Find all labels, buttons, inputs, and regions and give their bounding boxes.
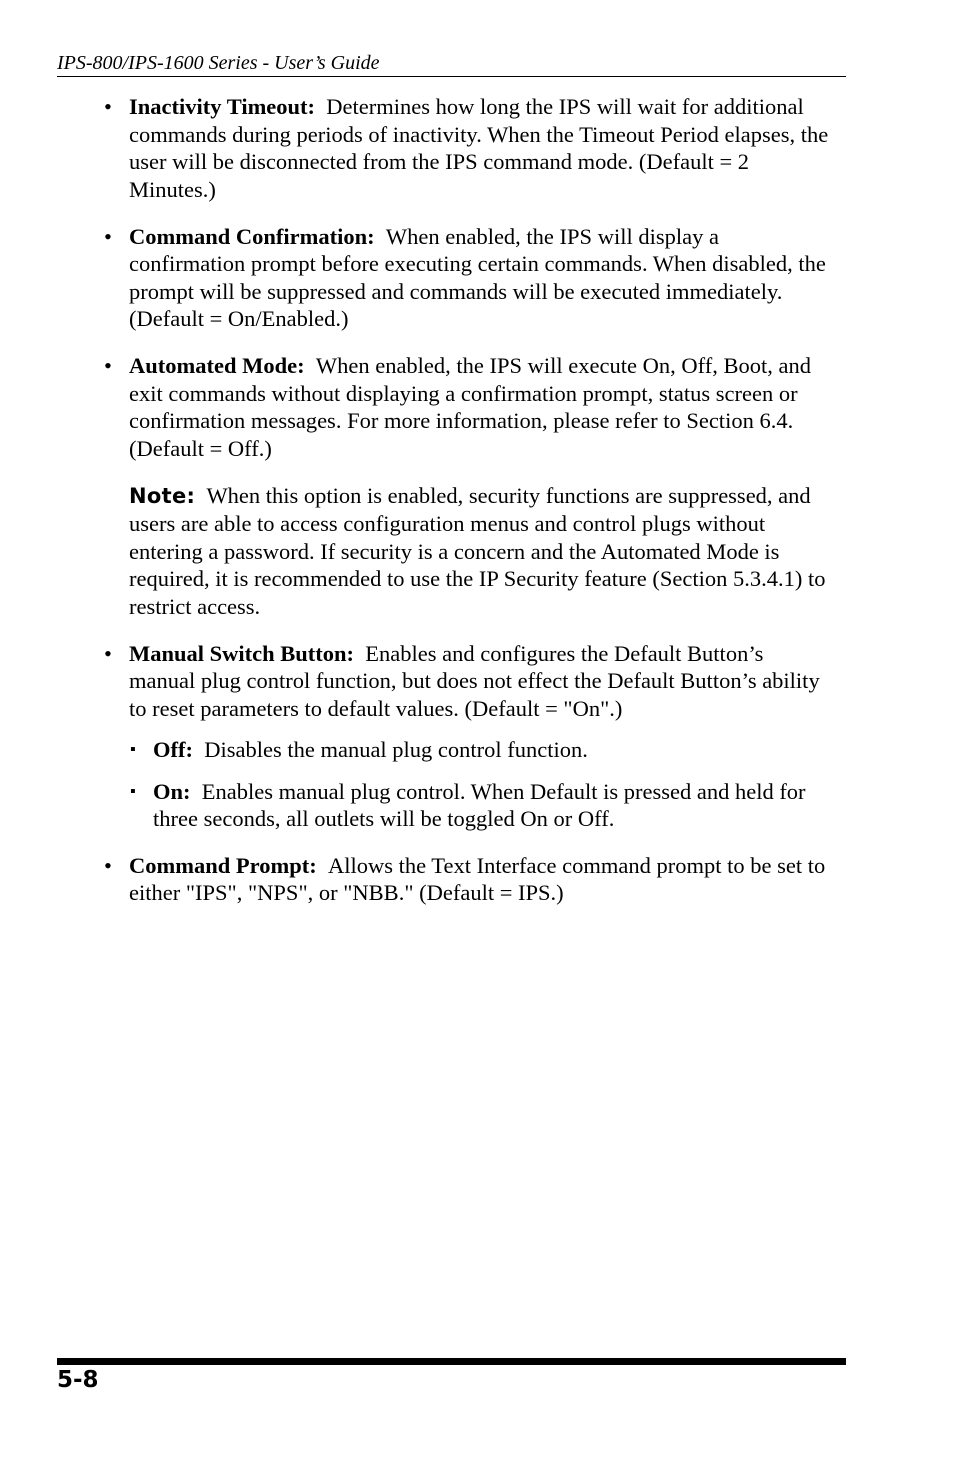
- note-colon: :: [186, 483, 196, 508]
- list-item-automated-mode: [0, 352, 834, 462]
- list-item-command-prompt: [0, 852, 834, 907]
- sub-item-on: [0, 778, 833, 833]
- item-label: Command Prompt:: [129, 852, 317, 878]
- item-text: Allows the Text Interface command prompt to be set to either "IPS", "NPS", or "NBB." (Default = IPS.): [129, 852, 826, 905]
- sub-item-off: [0, 736, 833, 764]
- page-body: [0, 93, 954, 907]
- bullet-icon: •: [104, 223, 112, 249]
- running-header: IPS-800/IPS-1600 Series - User’s Guide: [57, 52, 380, 74]
- item-text: Determines how long the IPS will wait for additional commands during periods of inactivity. When the Timeout Period elapses, the user will be disconnected from the IPS command mode. (Default = 2 Minutes.): [129, 94, 829, 202]
- note-text: When this option is enabled, security functions are suppressed, and users are able to access configuration menus and control plugs without entering a password. If security is a concern and the Automated Mode is required, it is recommended to use the IP Security feature (Section 5.3.4.1) to restrict access.: [129, 482, 826, 619]
- bullet-icon: •: [104, 353, 112, 378]
- item-label: Command Confirmation:: [129, 223, 375, 249]
- item-text: Enables and configures the Default Button’s manual plug control function, but does not effect the Default Button’s ability to reset parameters to default values. (Default = "On".): [129, 640, 820, 721]
- square-bullet-icon: ▪: [130, 741, 136, 758]
- note-block: [0, 482, 834, 621]
- list-item-command-confirmation: [0, 223, 834, 333]
- item-text: When enabled, the IPS will display a confirmation prompt before executing certain commands. When disabled, the prompt will be suppressed and commands will be executed immediately. (Default = On/Enabled.): [129, 223, 826, 331]
- sub-item-text: Enables manual plug control. When Default is pressed and held for three seconds, all outlets will be toggled On or Off.: [153, 778, 806, 831]
- bullet-icon: •: [104, 852, 112, 878]
- sub-item-text: Disables the manual plug control function.: [204, 737, 588, 762]
- bullet-icon: •: [104, 640, 112, 666]
- bullet-icon: •: [104, 94, 112, 119]
- sub-item-label: Off:: [153, 737, 193, 762]
- item-text: When enabled, the IPS will execute On, Off, Boot, and exit commands without displaying a confirmation prompt, status screen or confirmation messages. For more information, please refer to Section 6.4. (Default = Off.): [129, 353, 811, 461]
- item-label: Automated Mode:: [129, 353, 305, 378]
- square-bullet-icon: ▪: [130, 782, 136, 800]
- list-item-inactivity-timeout: [0, 93, 834, 203]
- list-item-manual-switch-button: [0, 640, 834, 723]
- note-label: Note: [129, 483, 187, 508]
- page-number: 5-8: [57, 1367, 99, 1393]
- footer-rule: [57, 1358, 846, 1365]
- item-label: Inactivity Timeout:: [129, 94, 316, 119]
- header-rule: [57, 76, 846, 77]
- sub-item-label: On:: [153, 778, 191, 804]
- item-label: Manual Switch Button:: [129, 640, 355, 666]
